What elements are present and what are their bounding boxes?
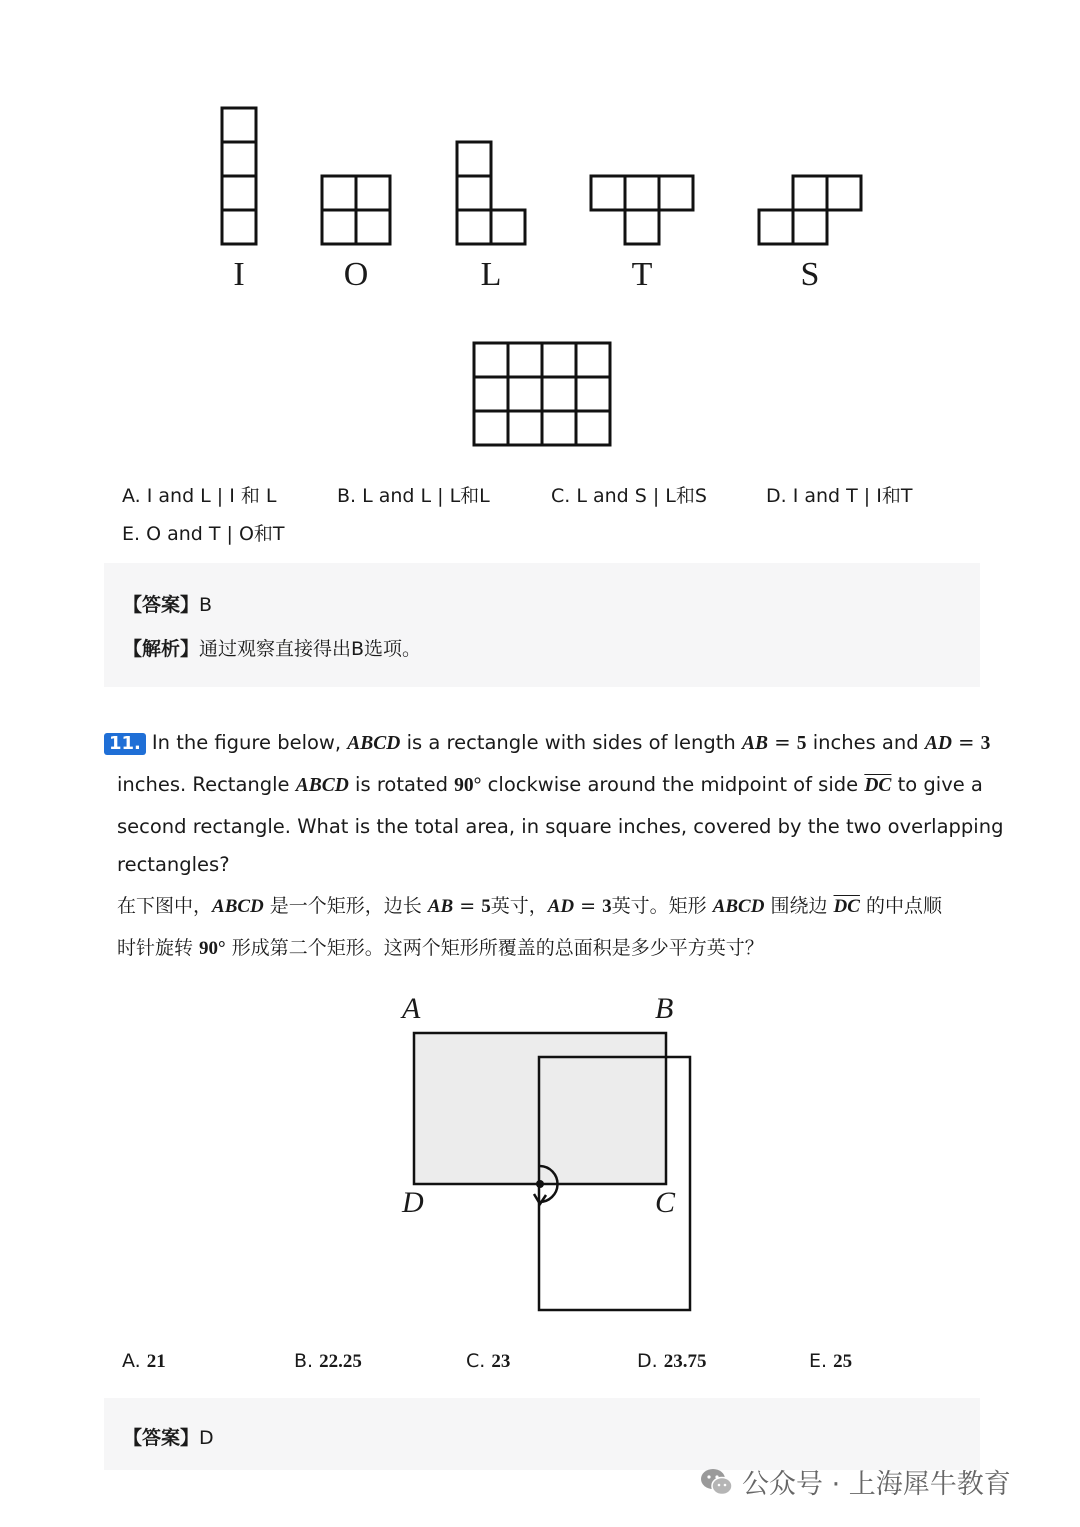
answer-tag: 【答案】 <box>123 594 200 616</box>
q11-choice-c: C. 23 <box>466 1350 511 1372</box>
q10-choice-e: E. O and T | O和T <box>122 523 285 545</box>
q10-answer-box <box>104 563 980 687</box>
answer-tag: 【答案】 <box>123 1427 200 1449</box>
q11-answer-box <box>104 1398 980 1470</box>
analysis-text: 通过观察直接得出B选项。 <box>199 638 422 660</box>
q11-line-4: rectangles? <box>117 853 230 876</box>
q11-choice-b: B. 22.25 <box>294 1350 362 1372</box>
shape-l <box>457 142 525 244</box>
shape-i <box>222 108 256 244</box>
target-grid <box>474 343 610 445</box>
q11-line-2: inches. Rectangle ABCD is rotated 90° clockwise around the midpoint of side $\overline{DC}$ to give a <box>117 773 983 796</box>
q10-analysis <box>123 634 421 661</box>
q11-choice-a: A. 21 <box>122 1350 166 1372</box>
q10-choice-d: D. I and T | I和T <box>766 485 913 507</box>
answer-value: B <box>199 594 213 616</box>
answer-value: D <box>199 1427 214 1449</box>
analysis-tag: 【解析】 <box>123 638 200 660</box>
q10-choice-b: B. L and L | L和L <box>337 485 490 507</box>
q11-line-3: second rectangle. What is the total area, in square inches, covered by the two overlapping <box>117 815 1004 838</box>
tetromino-figures <box>0 0 1080 460</box>
rotation-center-point <box>536 1180 544 1188</box>
point-a-label: A <box>402 992 421 1025</box>
q11-choice-e: E. 25 <box>809 1350 853 1372</box>
q11-zh-line-1: 在下图中，ABCD 是一个矩形，边长 AB = 5英寸，AD = 3英寸。矩形 ABCD 围绕边 $\overline{DC}$ 的中点顺 <box>117 895 942 917</box>
q10-answer <box>123 590 212 617</box>
shape-label-l: L <box>480 256 502 293</box>
point-c-label: C <box>655 1186 676 1219</box>
q10-choice-c: C. L and S | L和S <box>551 485 707 507</box>
footer-text: 公众号 · 上海犀牛教育 <box>742 1469 1011 1500</box>
point-b-label: B <box>655 992 674 1025</box>
shape-t <box>591 176 693 244</box>
q11-choice-d: D. 23.75 <box>637 1350 707 1372</box>
question-number-badge: 11. <box>104 733 146 755</box>
wechat-icon <box>700 1467 734 1497</box>
shape-label-t: T <box>631 256 653 293</box>
wechat-footer <box>700 1462 1011 1501</box>
q11-line-1: 11. In the figure below, ABCD is a rectangle with sides of length AB = 5 inches and AD = 3 <box>104 731 990 755</box>
shape-label-i: I <box>233 256 245 293</box>
shape-label-o: O <box>343 256 369 293</box>
q11-answer <box>123 1423 214 1450</box>
shape-s <box>759 176 861 244</box>
shape-o <box>322 176 390 244</box>
shape-label-s: S <box>800 256 820 293</box>
q11-zh-line-2: 时针旋转 90° 形成第二个矩形。这两个矩形所覆盖的总面积是多少平方英寸？ <box>117 937 764 959</box>
point-d-label: D <box>402 1186 424 1219</box>
q10-choice-a: A. I and L | I 和 L <box>122 485 277 507</box>
rotated-rectangles-figure <box>380 990 720 1330</box>
